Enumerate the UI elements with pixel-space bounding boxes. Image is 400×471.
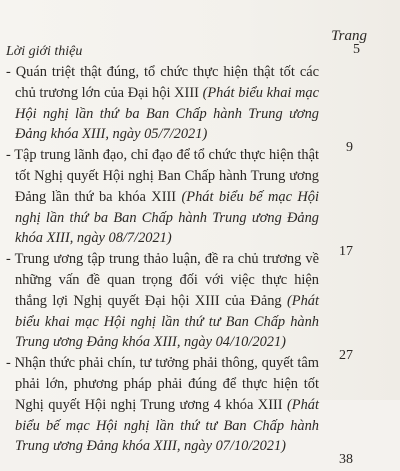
toc-entry-note: (Phát biểu khai mạc Hội nghị lần thứ ba Ban Chấp hành Trung ương Đảng khóa XIII, ngày 05/7/2021) [15, 84, 320, 143]
toc-entry-text [6, 62, 319, 145]
toc-entry-note: (Phát biểu bế mạc Hội nghị lần thứ ba Ban Chấp hành Trung ương Đảng khóa XIII, ngày 08/7/2021) [15, 188, 319, 247]
intro-title: Lời giới thiệu [6, 44, 83, 59]
toc-entry-text [6, 353, 319, 457]
toc-entry-title: - Trung ương tập trung thảo luận, đề ra chủ trương về những vấn đề quan trọng đối với việc thực hiện thắng lợi Nghị quyết Đại hội XIII của Đảng [6, 251, 319, 309]
toc-entry-text [6, 145, 319, 249]
toc-entry-note: (Phát biểu khai mạc Hội nghị lần thứ tư Ban Chấp hành Trung ương Đảng khóa XIII, ngày 04/10/2021) [15, 292, 319, 351]
toc-entry [6, 62, 390, 155]
toc-intro-row [6, 42, 360, 60]
toc-entry-note: (Phát biểu bế mạc Hội nghị lần thứ tư Ban Chấp hành Trung ương Đảng khóa XIII, ngày 07/10/2021) [15, 396, 319, 455]
toc-entry-title: - Quán triệt thật đúng, tổ chức thực hiện thật tốt các chủ trương lớn của Đại hội XIII [6, 64, 319, 101]
toc-entry-page: 27 [339, 348, 353, 364]
toc-entry-page: 38 [339, 452, 353, 468]
toc-entries [6, 62, 390, 468]
intro-page-number: 5 [353, 42, 360, 57]
toc-entry-text [6, 249, 319, 353]
toc-entry [6, 145, 390, 260]
toc-entry [6, 353, 390, 468]
toc-entry-title: - Nhận thức phải chín, tư tưởng phải thông, quyết tâm phải lớn, phương pháp phải đúng để thực hiện tốt Nghị quyết Hội nghị Trung ương 4 khóa XIII [6, 355, 319, 413]
toc-entry [6, 249, 390, 364]
page-column-label: Trang [331, 28, 367, 44]
toc-entry-page: 9 [346, 140, 353, 155]
toc-entry-title: - Tập trung lãnh đạo, chỉ đạo để tổ chức thực hiện thật tốt Nghị quyết Hội nghị Ban Chấp hành Trung ương Đảng lần thứ ba khóa XIII [6, 147, 319, 205]
toc-entry-page: 17 [339, 244, 353, 260]
